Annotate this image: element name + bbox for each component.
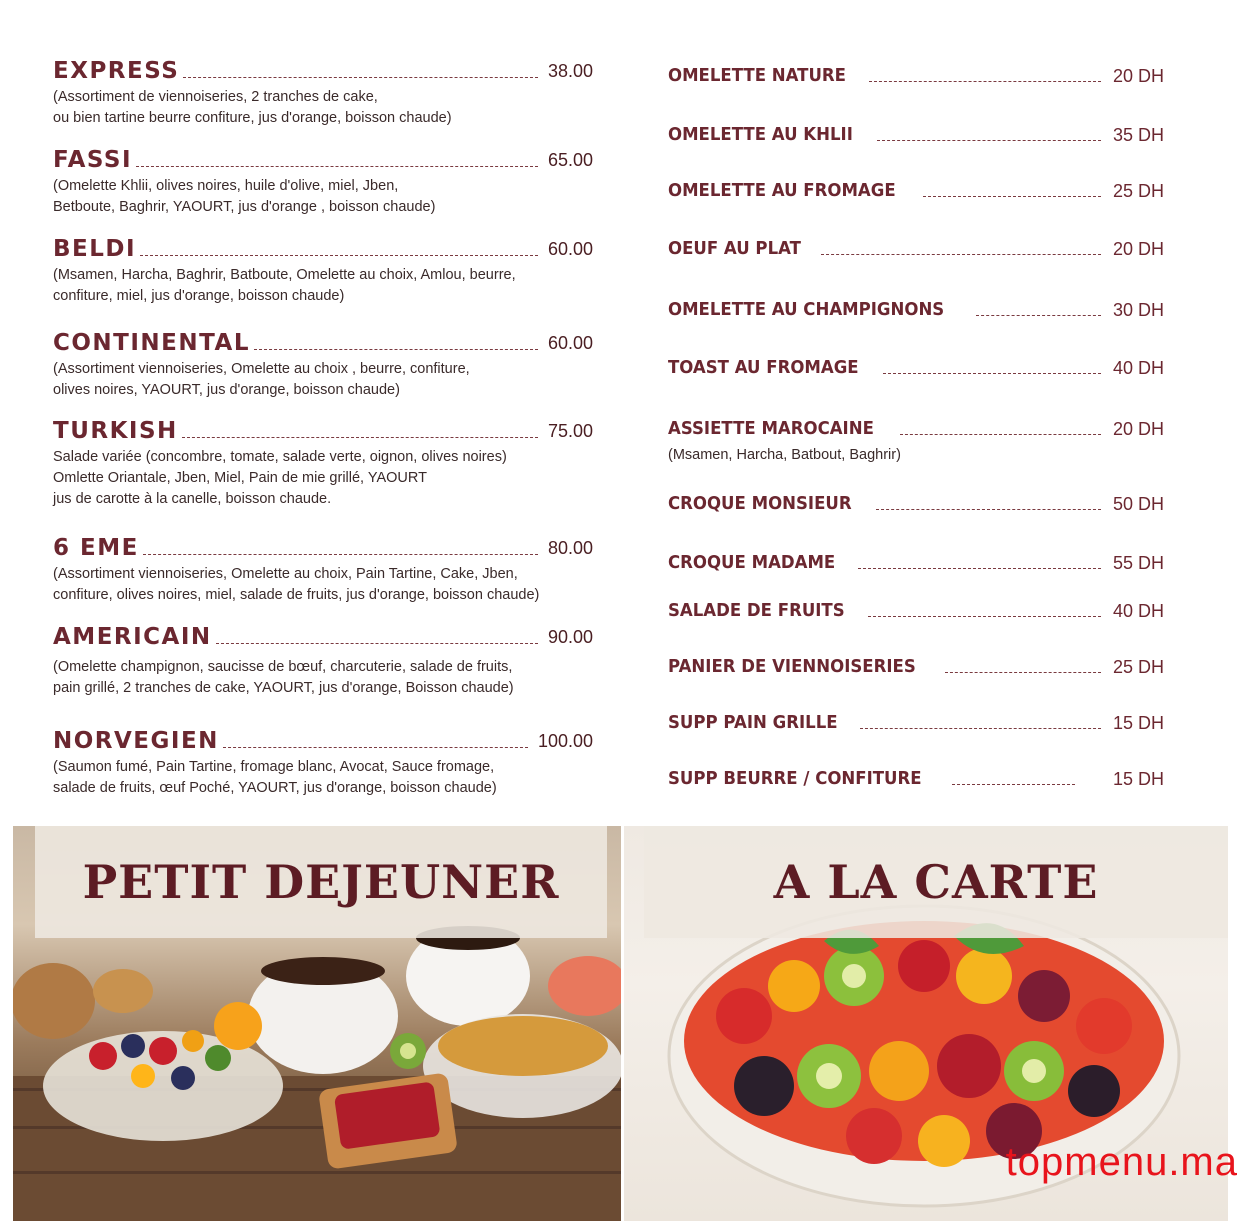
carte-item xyxy=(668,235,1173,263)
leader-dots xyxy=(216,643,538,644)
carte-item xyxy=(668,597,1173,625)
item-price: 65.00 xyxy=(547,150,593,170)
item-name: OMELETTE AU CHAMPIGNONS xyxy=(668,299,945,320)
carte-item xyxy=(668,549,1173,577)
item-price: 50 DH xyxy=(1113,494,1165,514)
item-price: 80.00 xyxy=(547,538,593,558)
item-description: (Saumon fumé, Pain Tartine, fromage blanc, Avocat, Sauce fromage, salade de fruits, œuf Poché, YAOURT, jus d'orange, boisson chaude) xyxy=(53,759,497,796)
item-name: OMELETTE NATURE xyxy=(668,65,846,86)
item-description: (Msamen, Harcha, Batbout, Baghrir) xyxy=(668,447,901,463)
carte-item xyxy=(668,177,1173,205)
section-banner xyxy=(644,826,1228,938)
menu-item-6-eme xyxy=(53,533,593,606)
item-name: SUPP PAIN GRILLE xyxy=(668,712,838,733)
menu-item-beldi xyxy=(53,234,593,307)
item-price: 25 DH xyxy=(1113,181,1165,201)
item-name: SUPP BEURRE / CONFITURE xyxy=(668,768,922,789)
item-description: (Assortiment viennoiseries, Omelette au choix , beurre, confiture, olives noires, YAOURT, jus d'orange, boisson chaude) xyxy=(53,361,470,398)
item-price: 25 DH xyxy=(1113,657,1165,677)
item-description: Salade variée (concombre, tomate, salade verte, oignon, olives noires) Omlette Oriantale, Jben, Miel, Pain de mie grillé, YAOURT jus de carotte à la canelle, boisson chaude. xyxy=(53,449,507,507)
item-price: 38.00 xyxy=(547,61,593,81)
item-name: OMELETTE AU KHLII xyxy=(668,124,853,145)
item-name: PANIER DE VIENNOISERIES xyxy=(668,656,916,677)
item-price: 30 DH xyxy=(1113,300,1165,320)
leader-dots xyxy=(900,434,1101,435)
watermark: topmenu.ma xyxy=(1005,1140,1238,1184)
menu-item-fassi xyxy=(53,145,593,218)
carte-item xyxy=(668,415,1173,465)
item-name: ASSIETTE MAROCAINE xyxy=(668,418,874,439)
leader-dots xyxy=(140,255,538,256)
item-price: 60.00 xyxy=(547,333,593,353)
item-name: OEUF AU PLAT xyxy=(668,238,801,259)
item-price: 60.00 xyxy=(547,239,593,259)
carte-item xyxy=(668,653,1173,681)
item-price: 20 DH xyxy=(1113,66,1165,86)
item-price: 15 DH xyxy=(1113,769,1165,789)
breakfast-photo xyxy=(13,826,621,1221)
leader-dots xyxy=(976,315,1101,316)
menu-item-norvegien xyxy=(53,726,593,799)
carte-item xyxy=(668,121,1173,149)
item-description: (Assortiment viennoiseries, Omelette au choix, Pain Tartine, Cake, Jben, confiture, olives noires, miel, salade de fruits, jus d'orange, boisson chaude) xyxy=(53,566,540,603)
item-price: 35 DH xyxy=(1113,125,1165,145)
leader-dots xyxy=(254,349,538,350)
item-price: 75.00 xyxy=(547,421,593,441)
leader-dots xyxy=(869,81,1101,82)
item-name: TOAST AU FROMAGE xyxy=(668,357,859,378)
leader-dots xyxy=(876,509,1101,510)
section-title: PETIT DEJEUNER xyxy=(82,855,560,909)
carte-item xyxy=(668,765,1173,793)
item-name: AMERICAIN xyxy=(53,624,212,650)
item-price: 55 DH xyxy=(1113,553,1165,573)
leader-dots xyxy=(182,437,538,438)
leader-dots xyxy=(858,568,1101,569)
menu-item-continental xyxy=(53,328,593,401)
carte-item xyxy=(668,354,1173,382)
carte-item xyxy=(668,62,1173,90)
item-name: OMELETTE AU FROMAGE xyxy=(668,180,896,201)
item-price: 20 DH xyxy=(1113,239,1165,259)
leader-dots xyxy=(877,140,1101,141)
leader-dots xyxy=(136,166,538,167)
item-name: NORVEGIEN xyxy=(53,728,219,754)
item-name: BELDI xyxy=(53,236,137,262)
leader-dots xyxy=(952,784,1075,785)
menu-item-turkish xyxy=(53,416,593,510)
leader-dots xyxy=(923,196,1101,197)
leader-dots xyxy=(223,747,528,748)
menu-item-americain xyxy=(53,622,593,699)
item-price: 40 DH xyxy=(1113,601,1165,621)
leader-dots xyxy=(945,672,1101,673)
carte-item xyxy=(668,709,1173,737)
item-description: (Omelette Khlii, olives noires, huile d'olive, miel, Jben, Betboute, Baghrir, YAOURT, jus d'orange , boisson chaude) xyxy=(53,178,436,215)
leader-dots xyxy=(183,77,538,78)
leader-dots xyxy=(860,728,1101,729)
item-name: SALADE DE FRUITS xyxy=(668,600,845,621)
item-name: EXPRESS xyxy=(53,58,180,84)
carte-item xyxy=(668,296,1173,324)
item-name: TURKISH xyxy=(53,418,178,444)
item-name: 6 EME xyxy=(53,535,139,561)
item-name: CROQUE MONSIEUR xyxy=(668,493,852,514)
item-price: 100.00 xyxy=(537,731,593,751)
leader-dots xyxy=(883,373,1101,374)
item-description: (Omelette champignon, saucisse de bœuf, charcuterie, salade de fruits, pain grillé, 2 tranches de cake, YAOURT, jus d'orange, Boisson chaude) xyxy=(53,659,514,696)
item-name: CONTINENTAL xyxy=(53,330,250,356)
item-description: (Msamen, Harcha, Baghrir, Batboute, Omelette au choix, Amlou, beurre, confiture, miel, jus d'orange, boisson chaude) xyxy=(53,267,516,304)
item-name: CROQUE MADAME xyxy=(668,552,836,573)
item-description: (Assortiment de viennoiseries, 2 tranches de cake, ou bien tartine beurre confiture, jus d'orange, boisson chaude) xyxy=(53,89,452,126)
leader-dots xyxy=(821,254,1101,255)
carte-item xyxy=(668,490,1173,518)
item-price: 15 DH xyxy=(1113,713,1165,733)
section-title: A LA CARTE xyxy=(773,855,1099,909)
item-price: 20 DH xyxy=(1113,419,1165,439)
item-price: 90.00 xyxy=(547,627,593,647)
section-banner xyxy=(35,826,607,938)
item-name: FASSI xyxy=(53,147,133,173)
item-price: 40 DH xyxy=(1113,358,1165,378)
leader-dots xyxy=(868,616,1101,617)
leader-dots xyxy=(143,554,538,555)
menu-item-express xyxy=(53,56,593,129)
